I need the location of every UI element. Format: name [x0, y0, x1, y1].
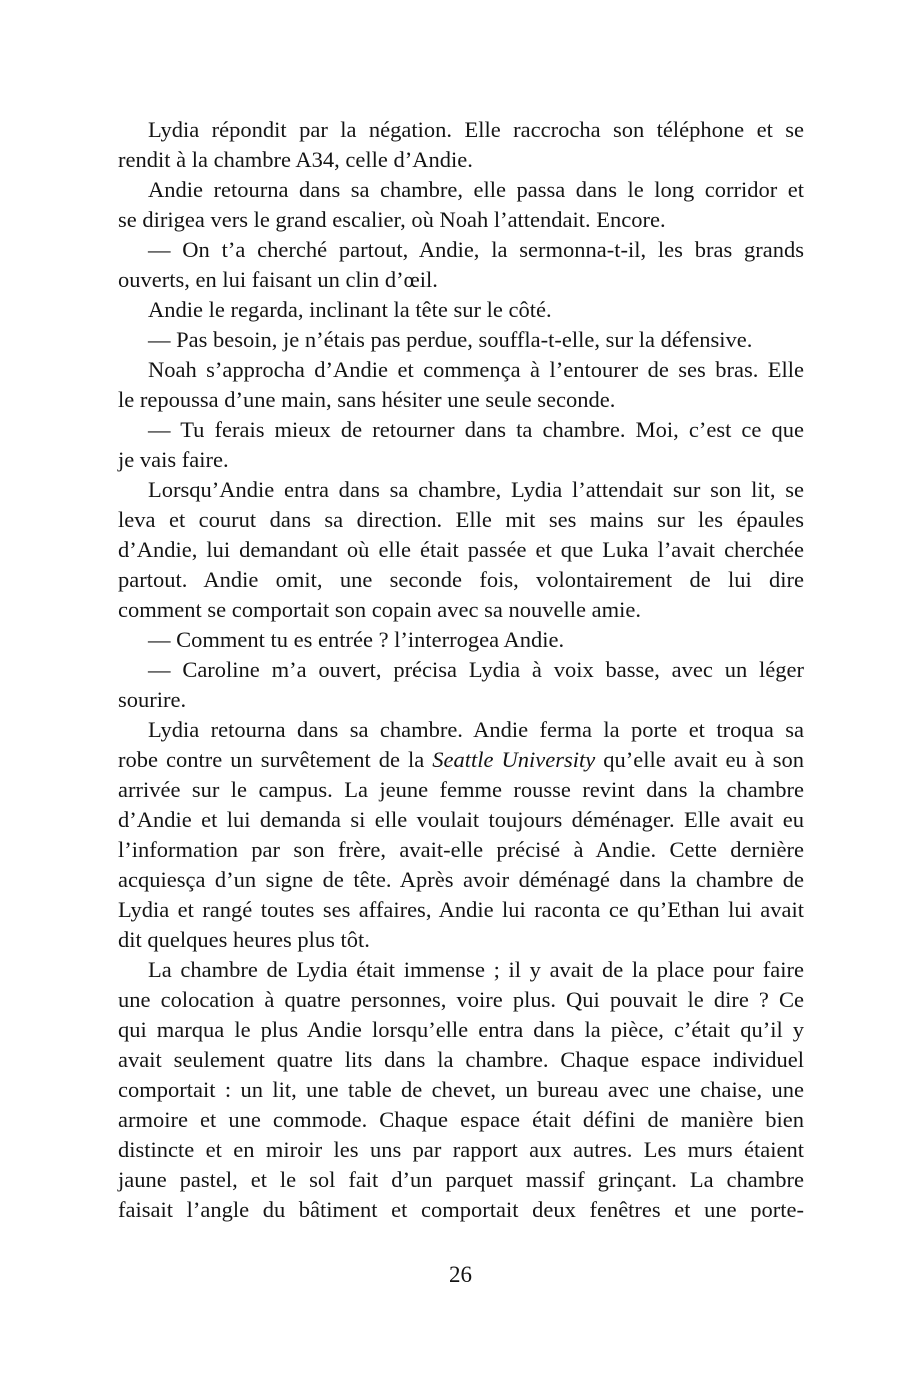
text-line: — On t’a cherché partout, Andie, la sermonna-t-il, les bras grands [148, 237, 804, 262]
text-line: dit quelques heures plus tôt. [118, 927, 370, 952]
body-text [118, 115, 804, 1225]
text-line: d’Andie, lui demandant où elle était passée et que Luka l’avait cherchée [118, 537, 804, 562]
text-line: — Pas besoin, je n’étais pas perdue, souffla-t-elle, sur la défensive. [148, 327, 753, 352]
text-line: rendit à la chambre A34, celle d’Andie. [118, 147, 473, 172]
text-line: Lydia répondit par la négation. Elle raccrocha son téléphone et se [148, 117, 804, 142]
text-line: Lydia et rangé toutes ses affaires, Andie lui raconta ce qu’Ethan lui avait [118, 897, 804, 922]
text-line: Andie le regarda, inclinant la tête sur le côté. [148, 297, 552, 322]
text-line: Noah s’approcha d’Andie et commença à l’entourer de ses bras. Elle [148, 357, 804, 382]
text-line: leva et courut dans sa direction. Elle mit ses mains sur les épaules [118, 507, 804, 532]
text-line: avait seulement quatre lits dans la chambre. Chaque espace individuel [118, 1047, 804, 1072]
text-line: — Comment tu es entrée ? l’interrogea Andie. [148, 627, 565, 652]
text-line: qui marqua le plus Andie lorsqu’elle entra dans la pièce, c’était qu’il y [118, 1017, 804, 1042]
text-line [118, 745, 804, 775]
text-line: Andie retourna dans sa chambre, elle passa dans le long corridor et [148, 177, 804, 202]
text-segment: robe contre un survêtement de la [118, 747, 433, 772]
text-line: je vais faire. [118, 447, 229, 472]
page-number: 26 [449, 1262, 472, 1287]
text-line: Lydia retourna dans sa chambre. Andie ferma la porte et troqua sa [148, 717, 804, 742]
text-line: se dirigea vers le grand escalier, où Noah l’attendait. Encore. [118, 207, 666, 232]
text-line: — Caroline m’a ouvert, précisa Lydia à voix basse, avec un léger [148, 657, 804, 682]
text-line: ouverts, en lui faisant un clin d’œil. [118, 267, 438, 292]
text-line: Lorsqu’Andie entra dans sa chambre, Lydia l’attendait sur son lit, se [148, 477, 804, 502]
text-line: La chambre de Lydia était immense ; il y avait de la place pour faire [148, 957, 804, 982]
text-line: partout. Andie omit, une seconde fois, volontairement de lui dire [118, 567, 804, 592]
text-line: sourire. [118, 687, 187, 712]
text-line: l’information par son frère, avait-elle précisé à Andie. Cette dernière [118, 837, 804, 862]
text-line: armoire et une commode. Chaque espace était défini de manière bien [118, 1107, 804, 1132]
text-line: faisait l’angle du bâtiment et comportait deux fenêtres et une porte- [118, 1197, 804, 1222]
text-line: acquiesça d’un signe de tête. Après avoir déménagé dans la chambre de [118, 867, 804, 892]
text-line: d’Andie et lui demanda si elle voulait toujours déménager. Elle avait eu [118, 807, 804, 832]
text-line: une colocation à quatre personnes, voire plus. Qui pouvait le dire ? Ce [118, 987, 804, 1012]
text-line: distincte et en miroir les uns par rapport aux autres. Les murs étaient [118, 1137, 804, 1162]
text-line: le repoussa d’une main, sans hésiter une seule seconde. [118, 387, 616, 412]
italic-text: Seattle University [432, 747, 596, 772]
text-line: comment se comportait son copain avec sa nouvelle amie. [118, 597, 641, 622]
text-line: comportait : un lit, une table de chevet, un bureau avec une chaise, une [118, 1077, 804, 1102]
text-line: arrivée sur le campus. La jeune femme rousse revint dans la chambre [118, 777, 804, 802]
text-line: — Tu ferais mieux de retourner dans ta chambre. Moi, c’est ce que [148, 417, 804, 442]
text-segment: qu’elle avait eu à son [595, 747, 804, 772]
text-line: jaune pastel, et le sol fait d’un parquet massif grinçant. La chambre [118, 1167, 804, 1192]
